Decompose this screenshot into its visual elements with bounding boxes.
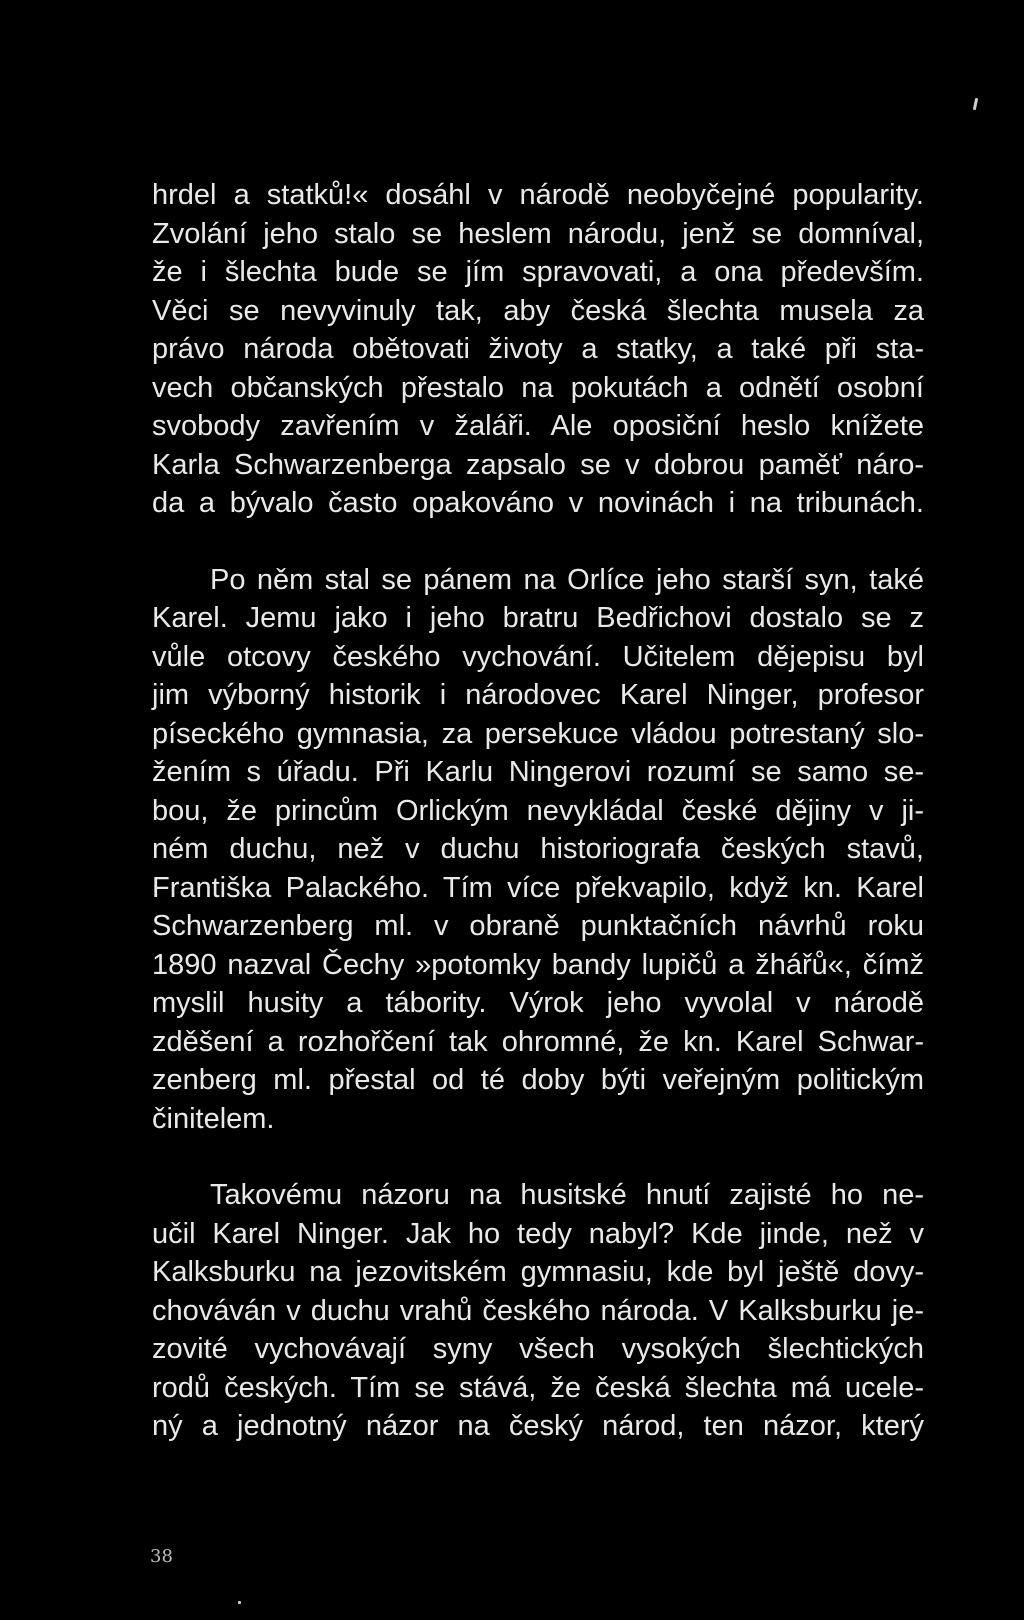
text-line: jim výborný historik i národovec Karel Ninger, profesor	[152, 679, 924, 711]
text-line: Schwarzenberg ml. v obraně punktačních návrhů roku	[152, 910, 924, 942]
text-line: zenberg ml. přestal od té doby býti veřejným politickým	[152, 1064, 924, 1096]
text-line: Takovému názoru na husitské hnutí zajisté ho ne-	[210, 1179, 924, 1211]
text-line: da a bývalo často opakováno v novinách i na tribunách.	[152, 487, 924, 519]
text-line: žením s úřadu. Při Karlu Ningerovi rozumí se samo se-	[152, 756, 924, 788]
text-line: svobody zavřením v žaláři. Ale oposiční heslo knížete	[152, 410, 924, 442]
text-line: zovité vychovávají syny všech vysokých šlechtických	[152, 1333, 924, 1365]
text-line: myslil husity a tábority. Výrok jeho vyvolal v národě	[152, 987, 924, 1019]
scan-speck	[973, 98, 978, 110]
text-line: zděšení a rozhořčení tak ohromné, že kn. Karel Schwar-	[152, 1025, 924, 1058]
text-line: Karla Schwarzenberga zapsalo se v dobrou paměť náro-	[152, 448, 924, 481]
text-line: chováván v duchu vrahů českého národa. V Kalksburku je-	[152, 1294, 924, 1327]
text-line: Věci se nevyvinuly tak, aby česká šlechta musela za	[152, 294, 924, 327]
text-line: vech občanských přestalo na pokutách a odnětí osobní	[152, 371, 924, 404]
text-line: píseckého gymnasia, za persekuce vládou potrestaný slo-	[152, 717, 924, 750]
text-line: Po něm stal se pánem na Orlíce jeho starší syn, také	[210, 563, 924, 596]
text-line: právo národa obětovati životy a statky, a také při sta-	[152, 333, 924, 365]
text-line: ný a jednotný názor na český národ, ten názor, který	[152, 1410, 924, 1442]
text-line: ném duchu, než v duchu historiografa českých stavů,	[152, 833, 924, 865]
scan-speck	[238, 1601, 241, 1604]
paragraph-1	[152, 176, 924, 523]
text-line: hrdel a statků!« dosáhl v národě neobyčejné popularity.	[152, 179, 924, 211]
text-line: Kalksburku na jezovitském gymnasiu, kde byl ještě dovy-	[152, 1256, 924, 1288]
text-line: činitelem.	[152, 1102, 275, 1135]
text-line: že i šlechta bude se jím spravovati, a ona především.	[152, 256, 924, 288]
text-line: Karel. Jemu jako i jeho bratru Bedřichovi dostalo se z	[152, 602, 924, 634]
text-line: bou, že princům Orlickým nevykládal české dějiny v ji-	[152, 794, 924, 827]
text-line: rodů českých. Tím se stává, že česká šlechta má ucele-	[152, 1371, 924, 1404]
text-line: 1890 nazval Čechy »potomky bandy lupičů a žhářů«, čímž	[152, 948, 924, 981]
text-line: Zvolání jeho stalo se heslem národu, jenž se domníval,	[152, 217, 924, 250]
paragraph-3	[152, 1176, 924, 1446]
text-line: učil Karel Ninger. Jak ho tedy nabyl? Kde jinde, než v	[152, 1217, 924, 1250]
page-number: 38	[150, 1546, 173, 1567]
paragraph-2	[152, 561, 924, 1139]
text-line: vůle otcovy českého vychování. Učitelem dějepisu byl	[152, 640, 924, 673]
body-text	[152, 176, 924, 1446]
text-line: Františka Palackého. Tím více překvapilo, když kn. Karel	[152, 871, 924, 904]
